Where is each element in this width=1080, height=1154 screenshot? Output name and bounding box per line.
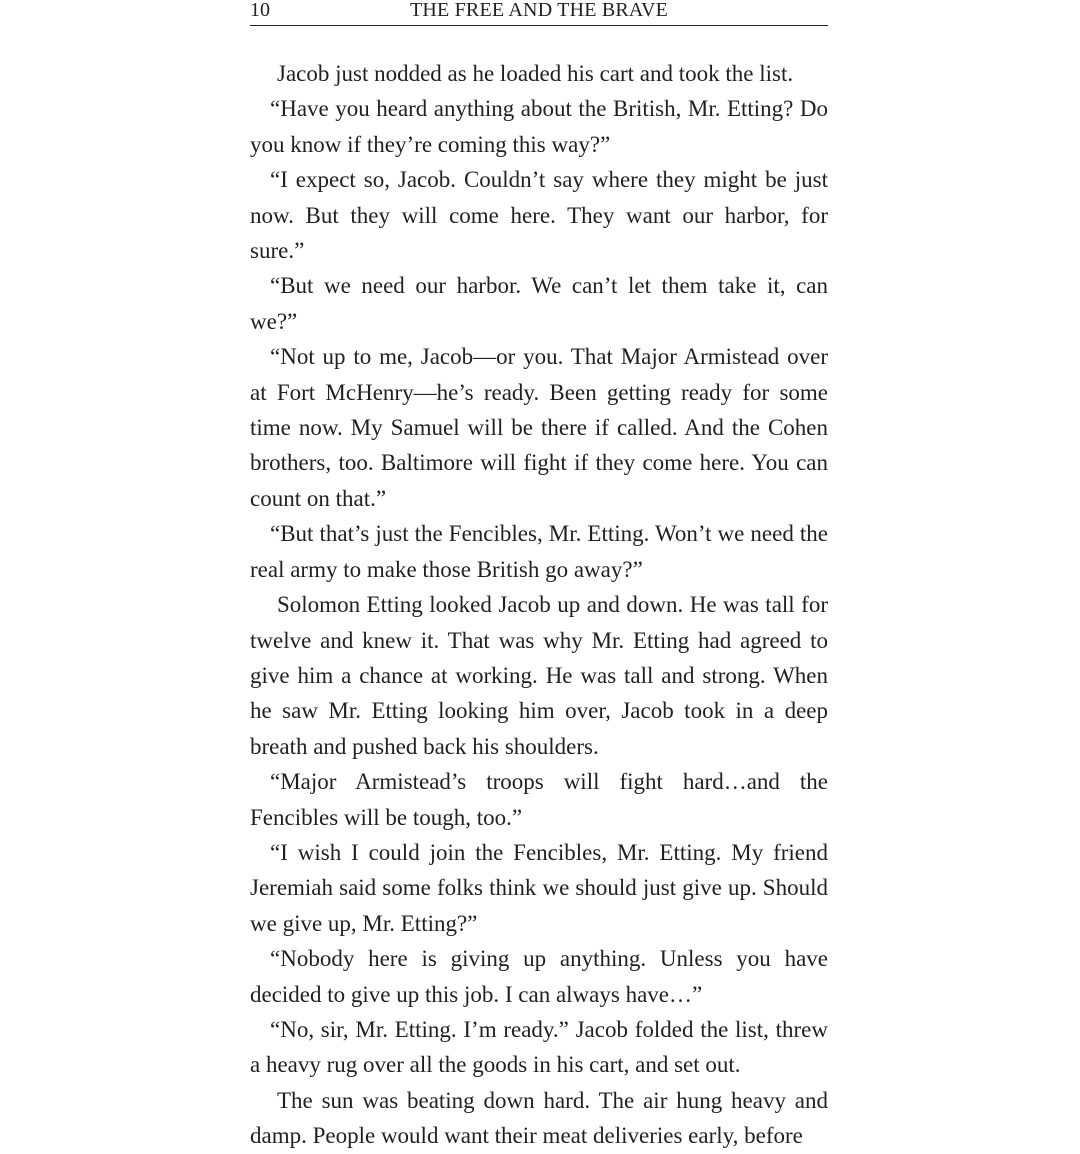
paragraph: “But that’s just the Fencibles, Mr. Etting. Won’t we need the real army to make those British go away?” bbox=[250, 521, 828, 582]
paragraph: “No, sir, Mr. Etting. I’m ready.” Jacob folded the list, threw a heavy rug over all the goods in his cart, and set out. bbox=[250, 1016, 828, 1078]
paragraph: Jacob just nodded as he loaded his cart and took the list. bbox=[277, 61, 794, 86]
paragraph: “I wish I could join the Fencibles, Mr. Etting. My friend Jeremiah said some folks think we should just give up. Should we give up, Mr. Etting?” bbox=[250, 839, 828, 936]
paragraph: “Major Armistead’s troops will fight hard…and the Fencibles will be tough, too.” bbox=[250, 769, 828, 830]
paragraph: “I expect so, Jacob. Couldn’t say where they might be just now. But they will come here. They want our harbor, for sure.” bbox=[250, 167, 828, 264]
book-title: THE FREE AND THE BRAVE bbox=[409, 0, 669, 21]
page-number: 10 bbox=[250, 0, 270, 21]
paragraph: “But we need our harbor. We can’t let them take it, can we?” bbox=[250, 273, 828, 334]
paragraph: “Have you heard anything about the British, Mr. Etting? Do you know if they’re coming this way?” bbox=[250, 96, 828, 157]
paragraph: “Not up to me, Jacob—or you. That Major Armistead over at Fort McHenry—he’s ready. Been getting ready for some time now. My Samuel will be there if called. And the Cohen brothers, too. Baltimore will fight if they come here. You can count on that.” bbox=[250, 344, 828, 511]
paragraph: Solomon Etting looked Jacob up and down. He was tall for twelve and knew it. That was why Mr. Etting had agreed to give him a chance at working. He was tall and strong. When he saw Mr. Etting looking him over, Jacob took in a deep breath and pushed back his shoulders. bbox=[250, 592, 828, 759]
paragraph: “Nobody here is giving up anything. Unless you have decided to give up this job. I can always have…” bbox=[250, 946, 828, 1007]
running-head bbox=[250, 0, 828, 26]
paragraph: The sun was beating down hard. The air hung heavy and damp. People would want their meat deliveries early, before bbox=[250, 1087, 828, 1149]
body-text bbox=[250, 56, 828, 1154]
